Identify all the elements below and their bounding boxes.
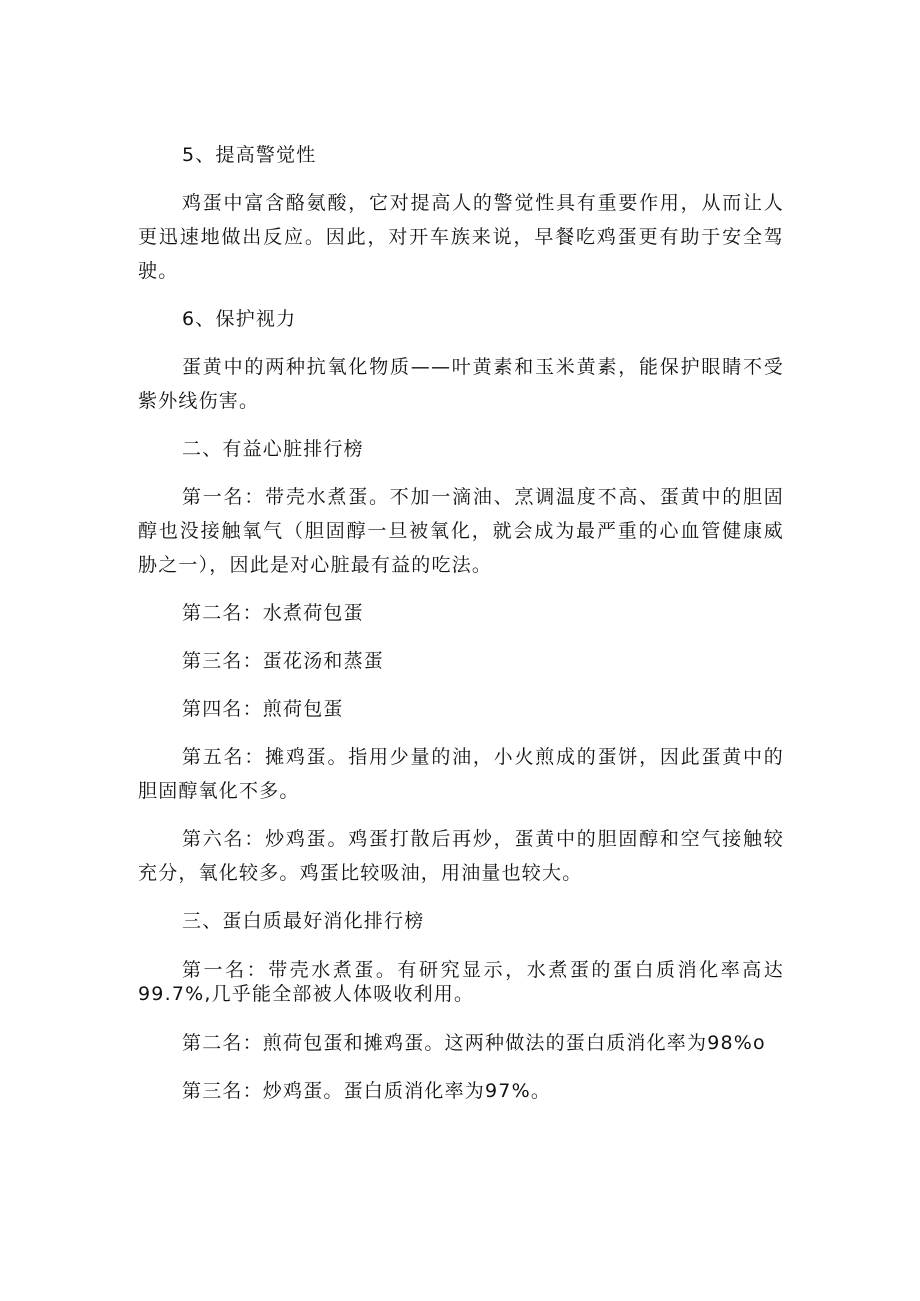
heart-rank-4: 第四名：煎荷包蛋 <box>182 698 344 720</box>
section-heading-protein-ranking: 三、蛋白质最好消化排行榜 <box>182 910 425 932</box>
protein-rank-1: 第一名：带壳水煮蛋。有研究显示，水煮蛋的蛋白质消化率高达99.7%,几乎能全部被人体吸收利用。 <box>138 959 784 1005</box>
heart-rank-6: 第六名：炒鸡蛋。鸡蛋打散后再炒，蛋黄中的胆固醇和空气接触较充分，氧化较多。鸡蛋比较吸油，用油量也较大。 <box>138 828 784 884</box>
section-heading-heart-ranking: 二、有益心脏排行榜 <box>182 438 364 460</box>
document-body <box>138 138 784 1122</box>
heart-rank-1: 第一名：带壳水煮蛋。不加一滴油、烹调温度不高、蛋黄中的胆固醇也没接触氧气（胆固醇一旦被氧化，就会成为最严重的心血管健康威胁之一），因此是对心脏最有益的吃法。 <box>138 486 784 576</box>
heart-rank-3: 第三名：蛋花汤和蒸蛋 <box>182 650 385 672</box>
section-heading-vision: 6、保护视力 <box>182 308 297 330</box>
heart-rank-2: 第二名：水煮荷包蛋 <box>182 602 364 624</box>
protein-rank-2: 第二名：煎荷包蛋和摊鸡蛋。这两种做法的蛋白质消化率为98%o <box>182 1032 766 1054</box>
protein-rank-3: 第三名：炒鸡蛋。蛋白质消化率为97%。 <box>182 1080 552 1102</box>
section-heading-alertness: 5、提高警觉性 <box>182 144 317 166</box>
paragraph-alertness: 鸡蛋中富含酪氨酸，它对提高人的警觉性具有重要作用，从而让人更迅速地做出反应。因此，对开车族来说，早餐吃鸡蛋更有助于安全驾驶。 <box>138 192 784 282</box>
paragraph-vision: 蛋黄中的两种抗氧化物质——叶黄素和玉米黄素，能保护眼睛不受紫外线伤害。 <box>138 356 784 412</box>
heart-rank-5: 第五名：摊鸡蛋。指用少量的油，小火煎成的蛋饼，因此蛋黄中的胆固醇氧化不多。 <box>138 746 784 802</box>
